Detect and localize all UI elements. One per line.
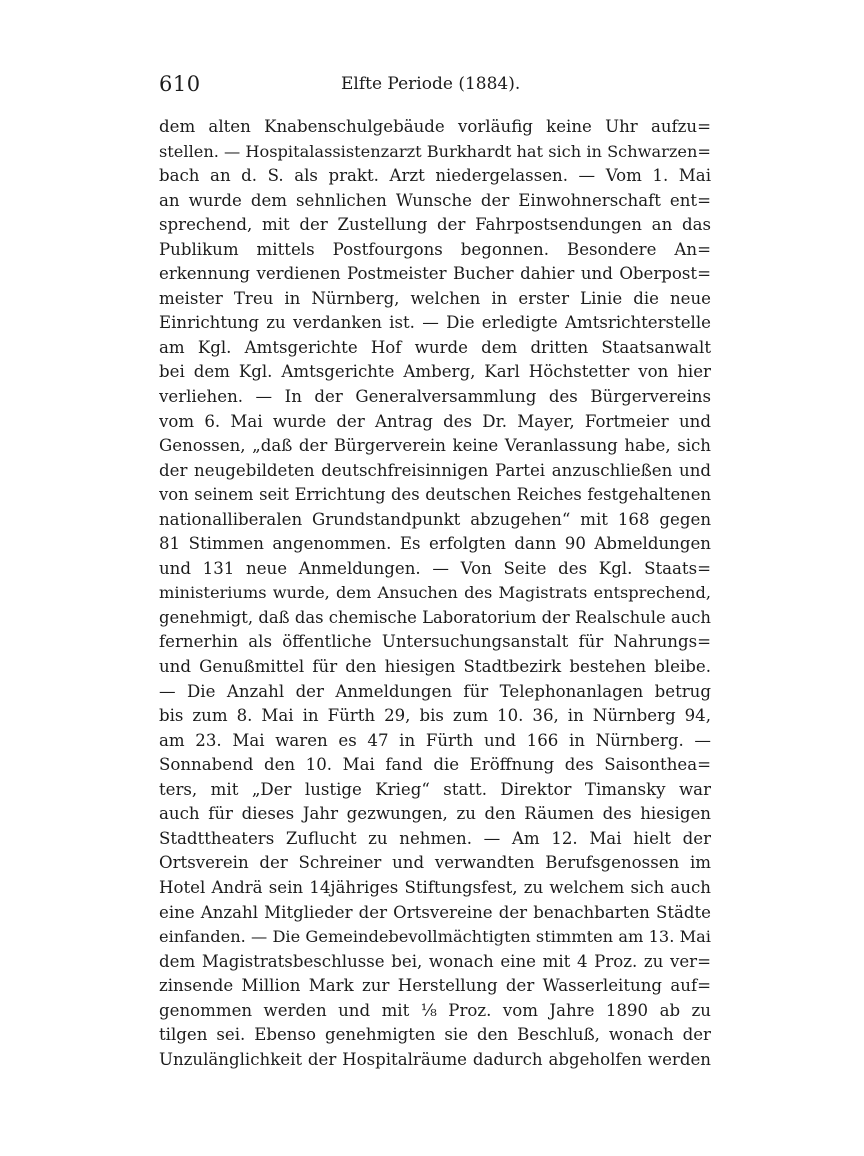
text-line: auch für dieses Jahr gezwungen, zu den Räumen des hiesigen	[159, 804, 711, 824]
text-line: sprechend, mit der Zustellung der Fahrpostsendungen an das	[159, 215, 711, 235]
text-line: eine Anzahl Mitglieder der Ortsvereine der benachbarten Städte	[159, 902, 711, 922]
text-line: Genossen, „daß der Bürgerverein keine Veranlassung habe, sich	[159, 436, 711, 456]
text-line: an wurde dem sehnlichen Wunsche der Einwohnerschaft ent=	[159, 190, 711, 210]
text-line: meister Treu in Nürnberg, welchen in erster Linie die neue	[159, 288, 711, 308]
text-line: Sonnabend den 10. Mai fand die Eröffnung des Saisonthea=	[159, 755, 711, 775]
text-line: vom 6. Mai wurde der Antrag des Dr. Mayer, Fortmeier und	[159, 411, 711, 431]
text-line: stellen. — Hospitalassistenzarzt Burkhardt hat sich in Schwarzen=	[159, 141, 711, 161]
text-line: Publikum mittels Postfourgons begonnen. Besondere An=	[159, 239, 711, 259]
text-line: — Die Anzahl der Anmeldungen für Telephonanlagen betrug	[159, 681, 711, 701]
text-line: zinsende Million Mark zur Herstellung der Wasserleitung auf=	[159, 976, 711, 996]
text-line: bei dem Kgl. Amtsgerichte Amberg, Karl Höchstetter von hier	[159, 362, 711, 382]
running-head	[159, 72, 711, 102]
text-line: verliehen. — In der Generalversammlung des Bürgervereins	[159, 387, 711, 407]
text-line: einfanden. — Die Gemeindebevollmächtigten stimmten am 13. Mai	[159, 927, 711, 947]
text-line: bis zum 8. Mai in Fürth 29, bis zum 10. 36, in Nürnberg 94,	[159, 706, 711, 726]
text-line: ters, mit „Der lustige Krieg“ statt. Direktor Timansky war	[159, 779, 711, 799]
text-line: Hotel Andrä sein 14jähriges Stiftungsfest, zu welchem sich auch	[159, 877, 711, 897]
text-line: der neugebildeten deutschfreisinnigen Partei anzuschließen und	[159, 460, 711, 480]
text-line: dem alten Knabenschulgebäude vorläufig keine Uhr aufzu=	[159, 117, 711, 136]
text-line: genehmigt, daß das chemische Laboratorium der Realschule auch	[159, 607, 711, 627]
text-line: am 23. Mai waren es 47 in Fürth und 166 in Nürnberg. —	[159, 730, 711, 750]
text-line: tilgen sei. Ebenso genehmigten sie den Beschluß, wonach der	[159, 1025, 711, 1045]
text-line: 81 Stimmen angenommen. Es erfolgten dann 90 Abmeldungen	[159, 534, 711, 554]
text-line: nationalliberalen Grundstandpunkt abzugehen“ mit 168 gegen	[159, 509, 711, 529]
body-text	[159, 115, 711, 1072]
text-line: Stadttheaters Zuflucht zu nehmen. — Am 12. Mai hielt der	[159, 828, 711, 848]
running-title: Elfte Periode (1884).	[341, 74, 521, 94]
text-line: Unzulänglichkeit der Hospitalräume dadurch abgeholfen werden	[159, 1049, 711, 1069]
text-line: bach an d. S. als prakt. Arzt niedergelassen. — Vom 1. Mai	[159, 166, 711, 186]
text-line: Einrichtung zu verdanken ist. — Die erledigte Amtsrichterstelle	[159, 313, 711, 333]
text-line: dem Magistratsbeschlusse bei, wonach eine mit 4 Proz. zu ver=	[159, 951, 711, 971]
text-line: ministeriums wurde, dem Ansuchen des Magistrats entsprechend,	[159, 583, 711, 603]
text-line: und Genußmittel für den hiesigen Stadtbezirk bestehen bleibe.	[159, 657, 711, 677]
text-line: erkennung verdienen Postmeister Bucher dahier und Oberpost=	[159, 264, 711, 284]
text-line: und 131 neue Anmeldungen. — Von Seite des Kgl. Staats=	[159, 558, 711, 578]
text-line: am Kgl. Amtsgerichte Hof wurde dem dritten Staatsanwalt	[159, 337, 711, 357]
text-line: von seinem seit Errichtung des deutschen Reiches festgehaltenen	[159, 485, 711, 505]
text-line: Ortsverein der Schreiner und verwandten Berufsgenossen im	[159, 853, 711, 873]
page-number: 610	[159, 72, 201, 96]
text-line: fernerhin als öffentliche Untersuchungsanstalt für Nahrungs=	[159, 632, 711, 652]
text-line: genommen werden und mit ⅛ Proz. vom Jahre 1890 ab zu	[159, 1000, 711, 1020]
